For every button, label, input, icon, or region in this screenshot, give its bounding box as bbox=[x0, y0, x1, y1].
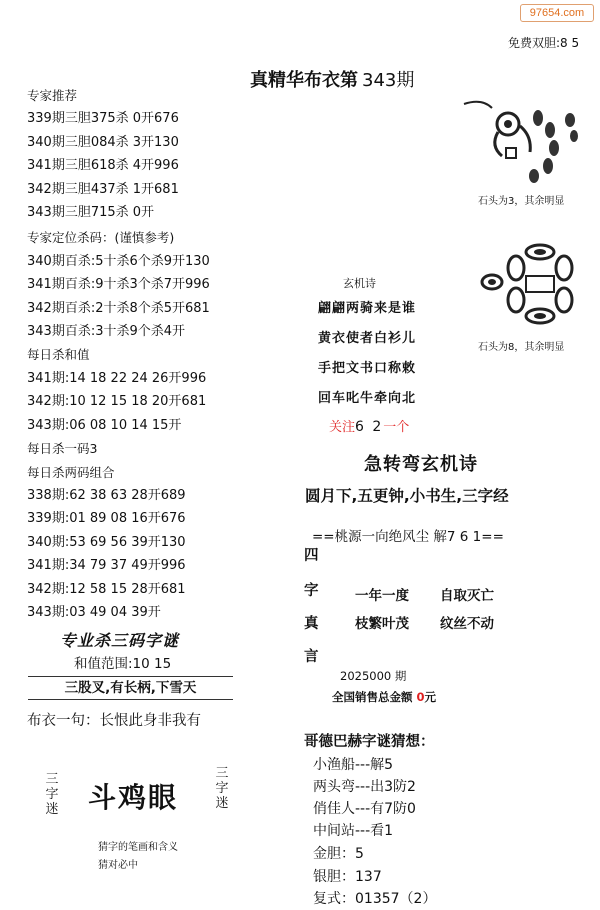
sizi-char: 言 bbox=[304, 649, 319, 665]
page-title bbox=[250, 66, 414, 92]
list-item: 342期百杀:2十杀8个杀5开681 bbox=[27, 300, 210, 316]
follow-values: 6 2 bbox=[355, 419, 384, 435]
picture-puzzle-1 bbox=[462, 96, 588, 186]
side-label-right bbox=[215, 766, 229, 811]
sizi-char: 真 bbox=[304, 616, 319, 632]
riddle-poem-title: 急转弯玄机诗 bbox=[364, 454, 478, 475]
sizi-phrase: 自取灭亡 bbox=[440, 588, 494, 604]
goedel-line: 复式：01357（2） bbox=[313, 891, 437, 907]
follow-numbers bbox=[329, 416, 409, 435]
sizi-phrase: 一年一度 bbox=[355, 588, 409, 604]
xuanji-title: 玄机诗 bbox=[343, 277, 376, 290]
list-item: 341期百杀:9十杀3个杀7开996 bbox=[27, 277, 210, 293]
side-char: 三 bbox=[45, 772, 59, 787]
list-item: 341期:34 79 37 49开996 bbox=[27, 558, 186, 574]
goedel-line: 金胆：5 bbox=[313, 846, 364, 862]
sizi-phrase: 纹丝不动 bbox=[440, 616, 494, 632]
xuanji-line: 回车叱牛牵向北 bbox=[318, 391, 417, 406]
free-pick: 免费双胆:8 5 bbox=[508, 36, 580, 50]
sizi-char: 四 bbox=[304, 548, 319, 564]
list-item: 340期百杀:5十杀6个杀9开130 bbox=[27, 253, 210, 269]
issue-number: 343期 bbox=[362, 70, 415, 91]
goedel-line: 小渔船---解5 bbox=[313, 757, 394, 773]
section-heading: 专家定位杀码：(谨慎参考) bbox=[27, 230, 175, 246]
picture-caption-2: 石头为8，其余明显 bbox=[478, 342, 565, 353]
side-char: 迷 bbox=[45, 802, 59, 817]
xuanji-line: 手把文书口称敕 bbox=[318, 361, 417, 376]
side-label-left bbox=[45, 772, 59, 817]
sales-label: 全国销售总金额 bbox=[332, 690, 413, 704]
riddle-clue: 三股叉,有长柄,下雪天 bbox=[28, 676, 233, 700]
list-item: 343期:03 49 04 39开 bbox=[27, 604, 161, 620]
riddle-poem-line: 圆月下,五更钟,小书生,三字经 bbox=[305, 487, 509, 505]
section-heading: 每日杀一码3 bbox=[27, 441, 98, 457]
riddle-hint: 猜字的笔画和含义 bbox=[98, 842, 178, 853]
follow-suffix: 一个 bbox=[383, 420, 410, 435]
site-watermark: 97654.com bbox=[520, 4, 594, 22]
sales-unit: 元 bbox=[424, 690, 437, 704]
list-item: 343期:06 08 10 14 15开 bbox=[27, 417, 182, 433]
side-char: 迷 bbox=[215, 796, 229, 811]
side-char: 三 bbox=[215, 766, 229, 781]
side-char: 字 bbox=[45, 787, 59, 802]
list-item: 339期三胆375杀 0开676 bbox=[27, 111, 179, 127]
buyi-sentence: 布衣一句：长恨此身非我有 bbox=[27, 713, 201, 729]
list-item: 342期:10 12 15 18 20开681 bbox=[27, 394, 207, 410]
sales-amount: 0 bbox=[416, 690, 425, 704]
list-item: 341期三胆618杀 4开996 bbox=[27, 158, 179, 174]
riddle-word: 斗鸡眼 bbox=[88, 781, 179, 814]
title-text: 真精华布衣第 bbox=[250, 70, 358, 91]
follow-label: 关注 bbox=[329, 420, 356, 435]
riddle-title: 专业杀三码字谜 bbox=[60, 631, 180, 650]
section-heading: 每日杀和值 bbox=[27, 347, 90, 363]
xuanji-line: 黄衣使者白衫儿 bbox=[318, 331, 417, 346]
xuanji-line: 翩翩两骑来是谁 bbox=[318, 301, 417, 316]
list-item: 342期三胆437杀 1开681 bbox=[27, 181, 179, 197]
list-item: 340期三胆084杀 3开130 bbox=[27, 134, 179, 150]
sales-period: 2025000 期 bbox=[340, 669, 407, 683]
goedel-title: 哥德巴赫字谜猜想： bbox=[304, 734, 435, 750]
list-item: 340期:53 69 56 39开130 bbox=[27, 534, 186, 550]
picture-caption-1: 石头为3，其余明显 bbox=[478, 196, 565, 207]
sizi-char: 字 bbox=[304, 583, 319, 599]
riddle-hint: 猜对必中 bbox=[98, 860, 138, 871]
section-heading: 每日杀两码组合 bbox=[27, 464, 115, 480]
side-char: 字 bbox=[215, 781, 229, 796]
sum-range: 和值范围:10 15 bbox=[74, 656, 172, 672]
list-item: 342期:12 58 15 28开681 bbox=[27, 581, 186, 597]
goedel-line: 银胆：137 bbox=[313, 869, 382, 885]
goedel-line: 中间站---看1 bbox=[313, 823, 394, 839]
list-item: 338期:62 38 63 28开689 bbox=[27, 487, 186, 503]
list-item: 341期:14 18 22 24 26开996 bbox=[27, 370, 207, 386]
goedel-line: 俏佳人---有7防0 bbox=[313, 801, 416, 817]
list-item: 343期三胆715杀 0开 bbox=[27, 205, 155, 221]
sales-total bbox=[332, 689, 436, 705]
list-item: 343期百杀:3十杀9个杀4开 bbox=[27, 324, 186, 340]
list-item: 339期:01 89 08 16开676 bbox=[27, 511, 186, 527]
riddle-poem-solution: ==桃源一向绝风尘 解7 6 1== bbox=[312, 529, 504, 545]
goedel-line: 两头弯---出3防2 bbox=[313, 779, 416, 795]
section-heading: 专家推荐 bbox=[27, 88, 78, 103]
picture-puzzle-2 bbox=[478, 236, 588, 330]
sizi-phrase: 枝繁叶茂 bbox=[355, 616, 409, 632]
left-column bbox=[27, 84, 210, 624]
